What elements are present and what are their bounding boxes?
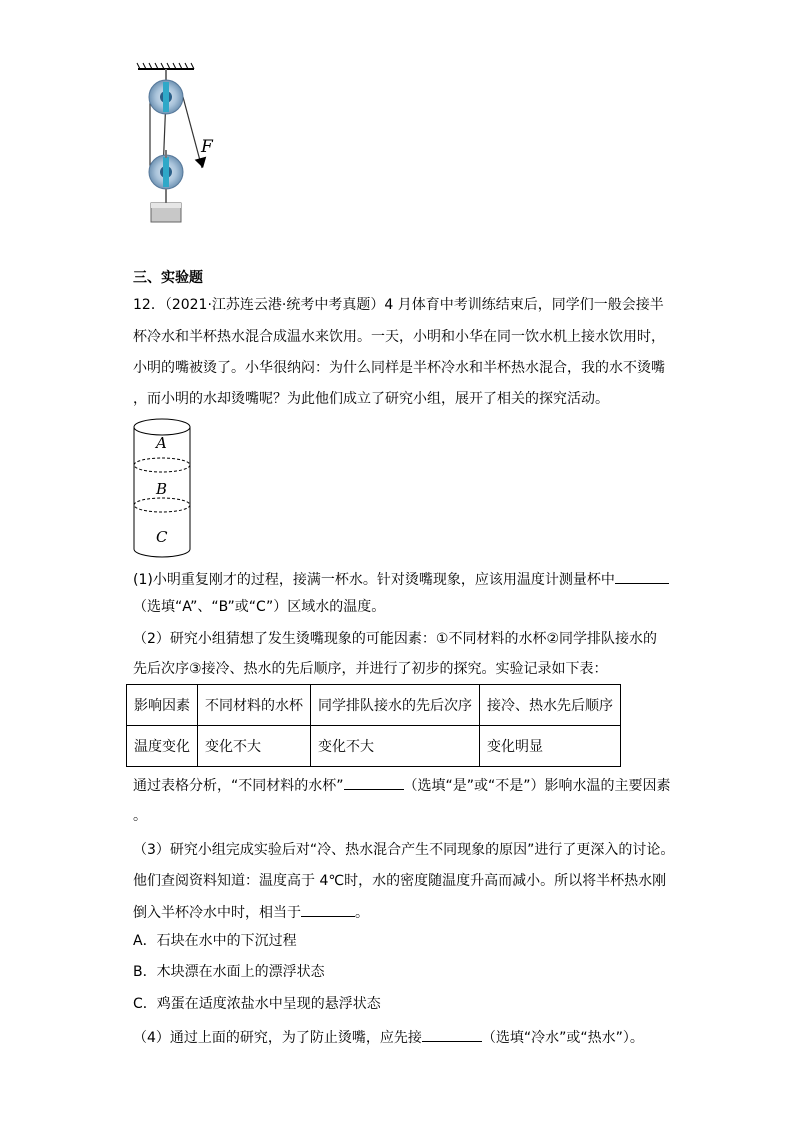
table-cell: 变化不大 [198,726,311,767]
table-row [127,685,621,726]
cup-label-a: A [156,434,167,452]
part2-conclusion-end: 。 [133,808,147,824]
part4-line [133,1027,644,1048]
table-cell: 不同材料的水杯 [198,685,311,726]
part1-line-1 [133,569,669,590]
table-cell: 温度变化 [127,726,198,767]
answer-blank-2[interactable] [344,775,404,790]
part2-conclusion-prefix: 通过表格分析，“不同材料的水杯” [133,778,344,794]
part3-line-1: （3）研究小组完成实验后对“冷、热水混合产生不同现象的原因”进行了更深入的讨论。 [133,842,675,858]
answer-blank-3[interactable] [301,902,355,917]
part3-line-3 [133,902,369,923]
answer-blank-1[interactable] [615,569,669,584]
cup-label-b: B [156,480,168,498]
part1-text: (1)小明重复刚才的过程，接满一杯水。针对烫嘴现象，应该用温度计测量杯中 [133,572,615,588]
question-intro-line-1: 12．（2021·江苏连云港·统考中考真题）4 月体育中考训练结束后，同学们一般会接半 [133,297,664,313]
question-intro-line-2: 杯冷水和半杯热水混合成温水来饮用。一天，小明和小华在同一饮水机上接水饮用时， [133,329,665,345]
question-intro-line-4: ，而小明的水却烫嘴呢？为此他们成立了研究小组，展开了相关的探究活动。 [133,391,609,407]
part3-line-3-suffix: 。 [355,905,369,921]
table-cell: 同学排队接水的先后次序 [311,685,480,726]
answer-blank-4[interactable] [422,1027,482,1042]
pulley-figure [130,60,230,225]
section-title: 三、实验题 [133,270,203,286]
table-cell: 变化不大 [311,726,480,767]
option-a[interactable]: A．石块在水中的下沉过程 [133,933,297,949]
part2-conclusion-line [133,775,671,796]
part4-prefix: （4）通过上面的研究，为了防止烫嘴，应先接 [133,1030,422,1046]
part2-conclusion-suffix: （选填“是”或“不是”）影响水温的主要因素 [403,778,671,794]
table-cell: 变化明显 [480,726,621,767]
option-c[interactable]: C．鸡蛋在适度浓盐水中呈现的悬浮状态 [133,996,381,1012]
table-row [127,726,621,767]
table-cell: 影响因素 [127,685,198,726]
table-cell: 接冷、热水先后顺序 [480,685,621,726]
part3-line-3-prefix: 倒入半杯冷水中时，相当于 [133,905,301,921]
part2-line-2: 先后次序③接冷、热水的先后顺序，并进行了初步的探究。实验记录如下表： [133,661,608,677]
part3-line-2: 他们查阅资料知道：温度高于 4℃时，水的密度随温度升高而减小。所以将半杯热水刚 [133,873,667,889]
part2-line-1: （2）研究小组猜想了发生烫嘴现象的可能因素：①不同材料的水杯②同学排队接水的 [133,631,658,647]
experiment-table [126,684,621,767]
part1-line-2: （选填“A”、“B”或“C”）区域水的温度。 [133,599,386,615]
force-label: F [201,137,213,157]
part4-suffix: （选填“冷水”或“热水”）。 [481,1030,644,1046]
cup-label-c: C [156,528,168,546]
option-b[interactable]: B．木块漂在水面上的漂浮状态 [133,964,325,980]
question-intro-line-3: 小明的嘴被烫了。小华很纳闷：为什么同样是半杯冷水和半杯热水混合，我的水不烫嘴 [133,360,665,376]
